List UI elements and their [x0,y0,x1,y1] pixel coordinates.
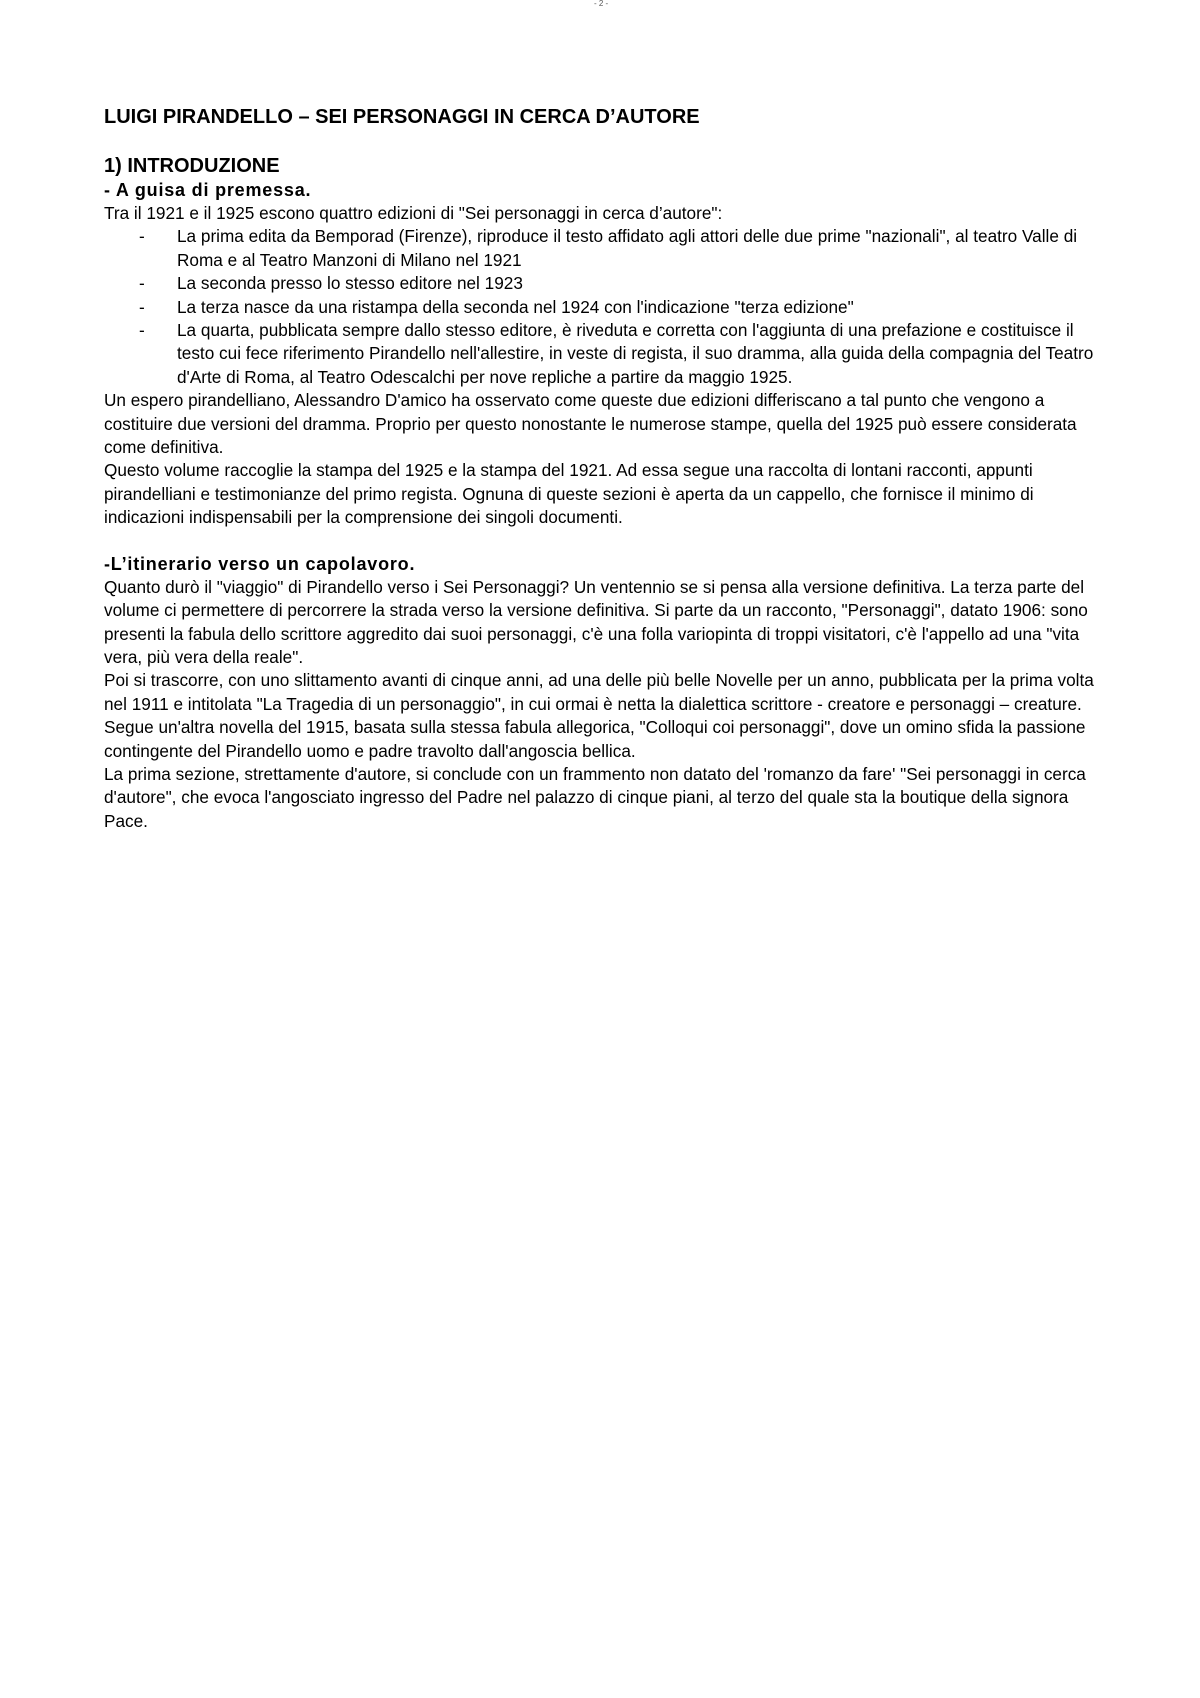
body-paragraph: Segue un'altra novella del 1915, basata sulla stessa fabula allegorica, "Colloqui coi personaggi", dove un omino sfida la passione contingente del Pirandello uomo e padre travolto dall'angoscia bellica. [104,717,1086,761]
list-item-text: La terza nasce da una ristampa della seconda nel 1924 con l'indicazione "terza edizione" [177,296,854,317]
editions-list [104,225,1104,389]
list-item [104,319,1104,389]
body-paragraph: Questo volume raccoglie la stampa del 1925 e la stampa del 1921. Ad essa segue una raccolta di lontani racconti, appunti pirandelliani e testimonianze del primo regista. Ognuna di queste sezioni è aperta da un cappello, che fornisce il minimo di indicazioni indispensabili per la comprensione dei singoli documenti. [104,460,1034,528]
section-title-introduzione: 1) INTRODUZIONE [104,155,280,177]
list-item [104,272,1104,295]
body-paragraph: Un espero pirandelliano, Alessandro D'amico ha osservato come queste due edizioni differiscano a tal punto che vengono a costituire due versioni del dramma. Proprio per questo nonostante le numerose stampe, quella del 1925 può essere considerata come definitiva. [104,390,1077,458]
list-item [104,225,1104,272]
list-item-text: La prima edita da Bemporad (Firenze), riproduce il testo affidato agli attori delle due prime "nazionali", al teatro Valle di Roma e al Teatro Manzoni di Milano nel 1921 [177,226,1078,270]
list-dash: - [139,273,145,294]
body-paragraph: Poi si trascorre, con uno slittamento avanti di cinque anni, ad una delle più belle Novelle per un anno, pubblicata per la prima volta nel 1911 e intitolata "La Tragedia di un personaggio", in cui ormai è netta la dialettica scrittore - creatore e personaggi – creature. [104,670,1094,714]
list-dash: - [139,320,145,341]
document-page [104,104,1104,833]
subsection-title-premessa: - A guisa di premessa. [104,180,312,200]
intro-paragraph: Tra il 1921 e il 1925 escono quattro edizioni di "Sei personaggi in cerca d’autore": [104,203,723,223]
list-item-text: La quarta, pubblicata sempre dallo stesso editore, è riveduta e corretta con l'aggiunta di una prefazione e costituisce il testo cui fece riferimento Pirandello nell'allestire, in veste di regista, il suo dramma, alla guida della compagnia del Teatro d'Arte di Roma, al Teatro Odescalchi per nove repliche a partire da maggio 1925. [177,320,1094,387]
body-paragraph: Quanto durò il "viaggio" di Pirandello verso i Sei Personaggi? Un ventennio se si pensa alla versione definitiva. La terza parte del volume ci permettere di percorrere la strada verso la versione definitiva. Si parte da un racconto, "Personaggi", datato 1906: sono presenti la fabula dello scrittore aggredito dai suoi personaggi, c'è una folla variopinta di troppi visitatori, c'è l'appello ad una "vita vera, più vera della reale". [104,576,1088,667]
body-paragraph: La prima sezione, strettamente d'autore, si conclude con un frammento non datato del 'romanzo da fare' "Sei personaggi in cerca d'autore", che evoca l'angosciato ingresso del Padre nel palazzo di cinque piani, al terzo del quale sta la boutique della signora Pace. [104,763,1086,831]
list-item-text: La seconda presso lo stesso editore nel 1923 [177,273,523,294]
list-item [104,296,1104,319]
document-title: LUIGI PIRANDELLO – SEI PERSONAGGI IN CERCA D’AUTORE [104,106,700,128]
paragraph-spacer [104,530,1104,553]
list-dash: - [139,226,145,247]
subsection-title-itinerario: -L’itinerario verso un capolavoro. [104,553,416,574]
list-dash: - [139,296,145,317]
page-number-mark: - 2 - [594,0,609,8]
